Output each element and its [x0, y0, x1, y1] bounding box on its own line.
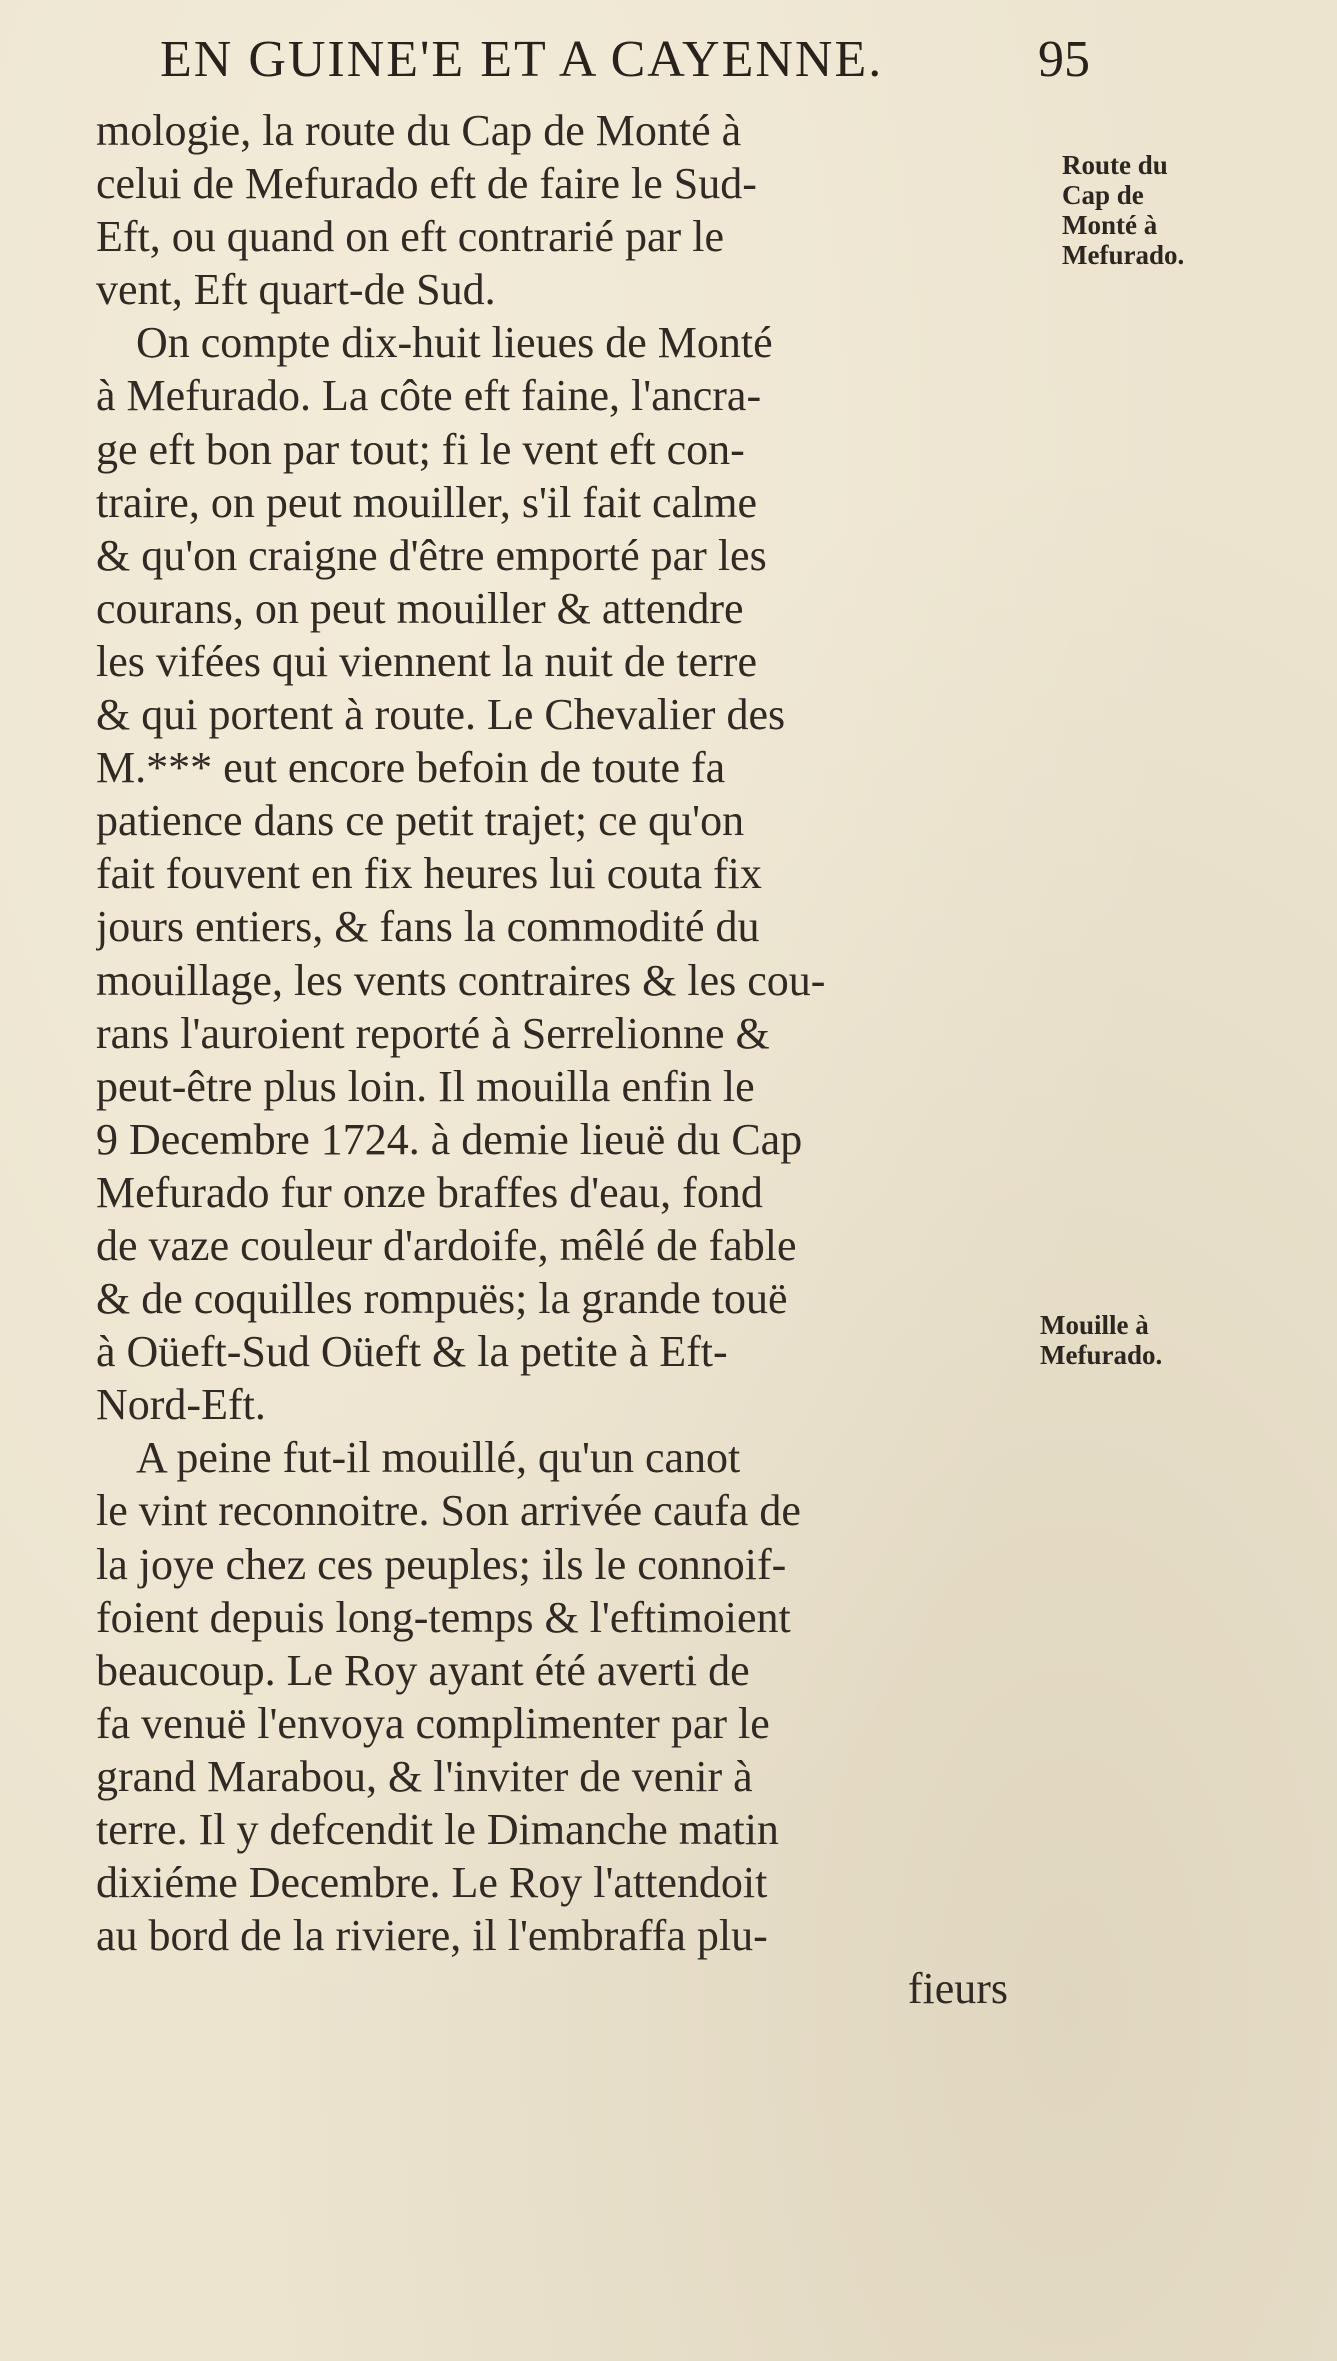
text-line: celui de Mefurado eft de faire le Sud-: [96, 159, 757, 209]
page-header: [160, 24, 1090, 104]
text-line: mologie, la route du Cap de Monté à: [96, 106, 742, 155]
text-line: la joye chez ces peuples; ils le connoif-: [96, 1539, 787, 1589]
text-line: peut-être plus loin. Il mouilla enfin le: [96, 1061, 755, 1111]
text-line: & de coquilles rompuës; la grande touë: [96, 1274, 788, 1324]
catchword: fieurs: [907, 1964, 1008, 2014]
text-line: les vifées qui viennent la nuit de terre: [96, 636, 757, 686]
margin-note-mouille: [1040, 1310, 1162, 1370]
text-line: M.*** eut encore befoin de toute fa: [96, 743, 726, 793]
text-line: courans, on peut mouiller & attendre: [96, 583, 744, 633]
text-line: à Mefurado. La côte eft faine, l'ancra-: [96, 371, 762, 421]
text-line: de vaze couleur d'ardoife, mêlé de fable: [96, 1220, 797, 1270]
text-line: 9 Decembre 1724. à demie lieuë du Cap: [96, 1114, 803, 1164]
text-line: rans l'auroient reporté à Serrelionne &: [96, 1008, 770, 1058]
text-line: Nord-Eft.: [96, 1380, 266, 1430]
margin-note-line: Cap de: [1062, 180, 1144, 210]
text-line: ge eft bon par tout; fi le vent eft con-: [96, 424, 745, 474]
text-line: & qui portent à route. Le Chevalier des: [96, 690, 786, 740]
text-line: à Oüeft-Sud Oüeft & la petite à Eft-: [96, 1327, 728, 1377]
margin-note-line: Mefurado.: [1040, 1340, 1163, 1370]
text-line: le vint reconnoitre. Son arrivée caufa de: [96, 1486, 801, 1536]
text-line: & qu'on craigne d'être emporté par les: [96, 530, 767, 580]
running-head: EN GUINE'E ET A CAYENNE.: [160, 31, 884, 88]
margin-note-line: Route du: [1062, 150, 1168, 180]
margin-note-line: Mouille à: [1040, 1310, 1149, 1340]
text-line: fait fouvent en fix heures lui couta fix: [96, 849, 762, 899]
margin-note-line: Monté à: [1062, 210, 1158, 240]
text-line: foient depuis long-temps & l'eftimoient: [96, 1592, 791, 1642]
text-line: On compte dix-huit lieues de Monté: [136, 318, 773, 368]
text-line: au bord de la riviere, il l'embraffa plu-: [96, 1911, 768, 1961]
text-line: dixiéme Decembre. Le Roy l'attendoit: [96, 1858, 768, 1908]
text-line: traire, on peut mouiller, s'il fait calme: [96, 477, 758, 527]
text-line: Eft, ou quand on eft contrarié par le: [96, 212, 724, 262]
text-line: grand Marabou, & l'inviter de venir à: [96, 1751, 753, 1801]
text-line: beaucoup. Le Roy ayant été averti de: [96, 1645, 750, 1695]
text-line: Mefurado fur onze braffes d'eau, fond: [96, 1167, 763, 1217]
text-line: jours entiers, & fans la commodité du: [96, 902, 760, 952]
margin-note-line: Mefurado.: [1062, 240, 1185, 270]
text-line: fa venuë l'envoya complimenter par le: [96, 1698, 770, 1748]
text-line: mouillage, les vents contraires & les cou-: [96, 955, 826, 1005]
body-text: [96, 104, 1026, 2015]
margin-note-route: [1062, 150, 1184, 270]
text-line: patience dans ce petit trajet; ce qu'on: [96, 796, 745, 846]
page-number: 95: [1038, 31, 1090, 88]
text-line: vent, Eft quart-de Sud.: [96, 265, 496, 315]
text-line: terre. Il y defcendit le Dimanche matin: [96, 1805, 779, 1854]
text-line: A peine fut-il mouillé, qu'un canot: [136, 1433, 741, 1483]
